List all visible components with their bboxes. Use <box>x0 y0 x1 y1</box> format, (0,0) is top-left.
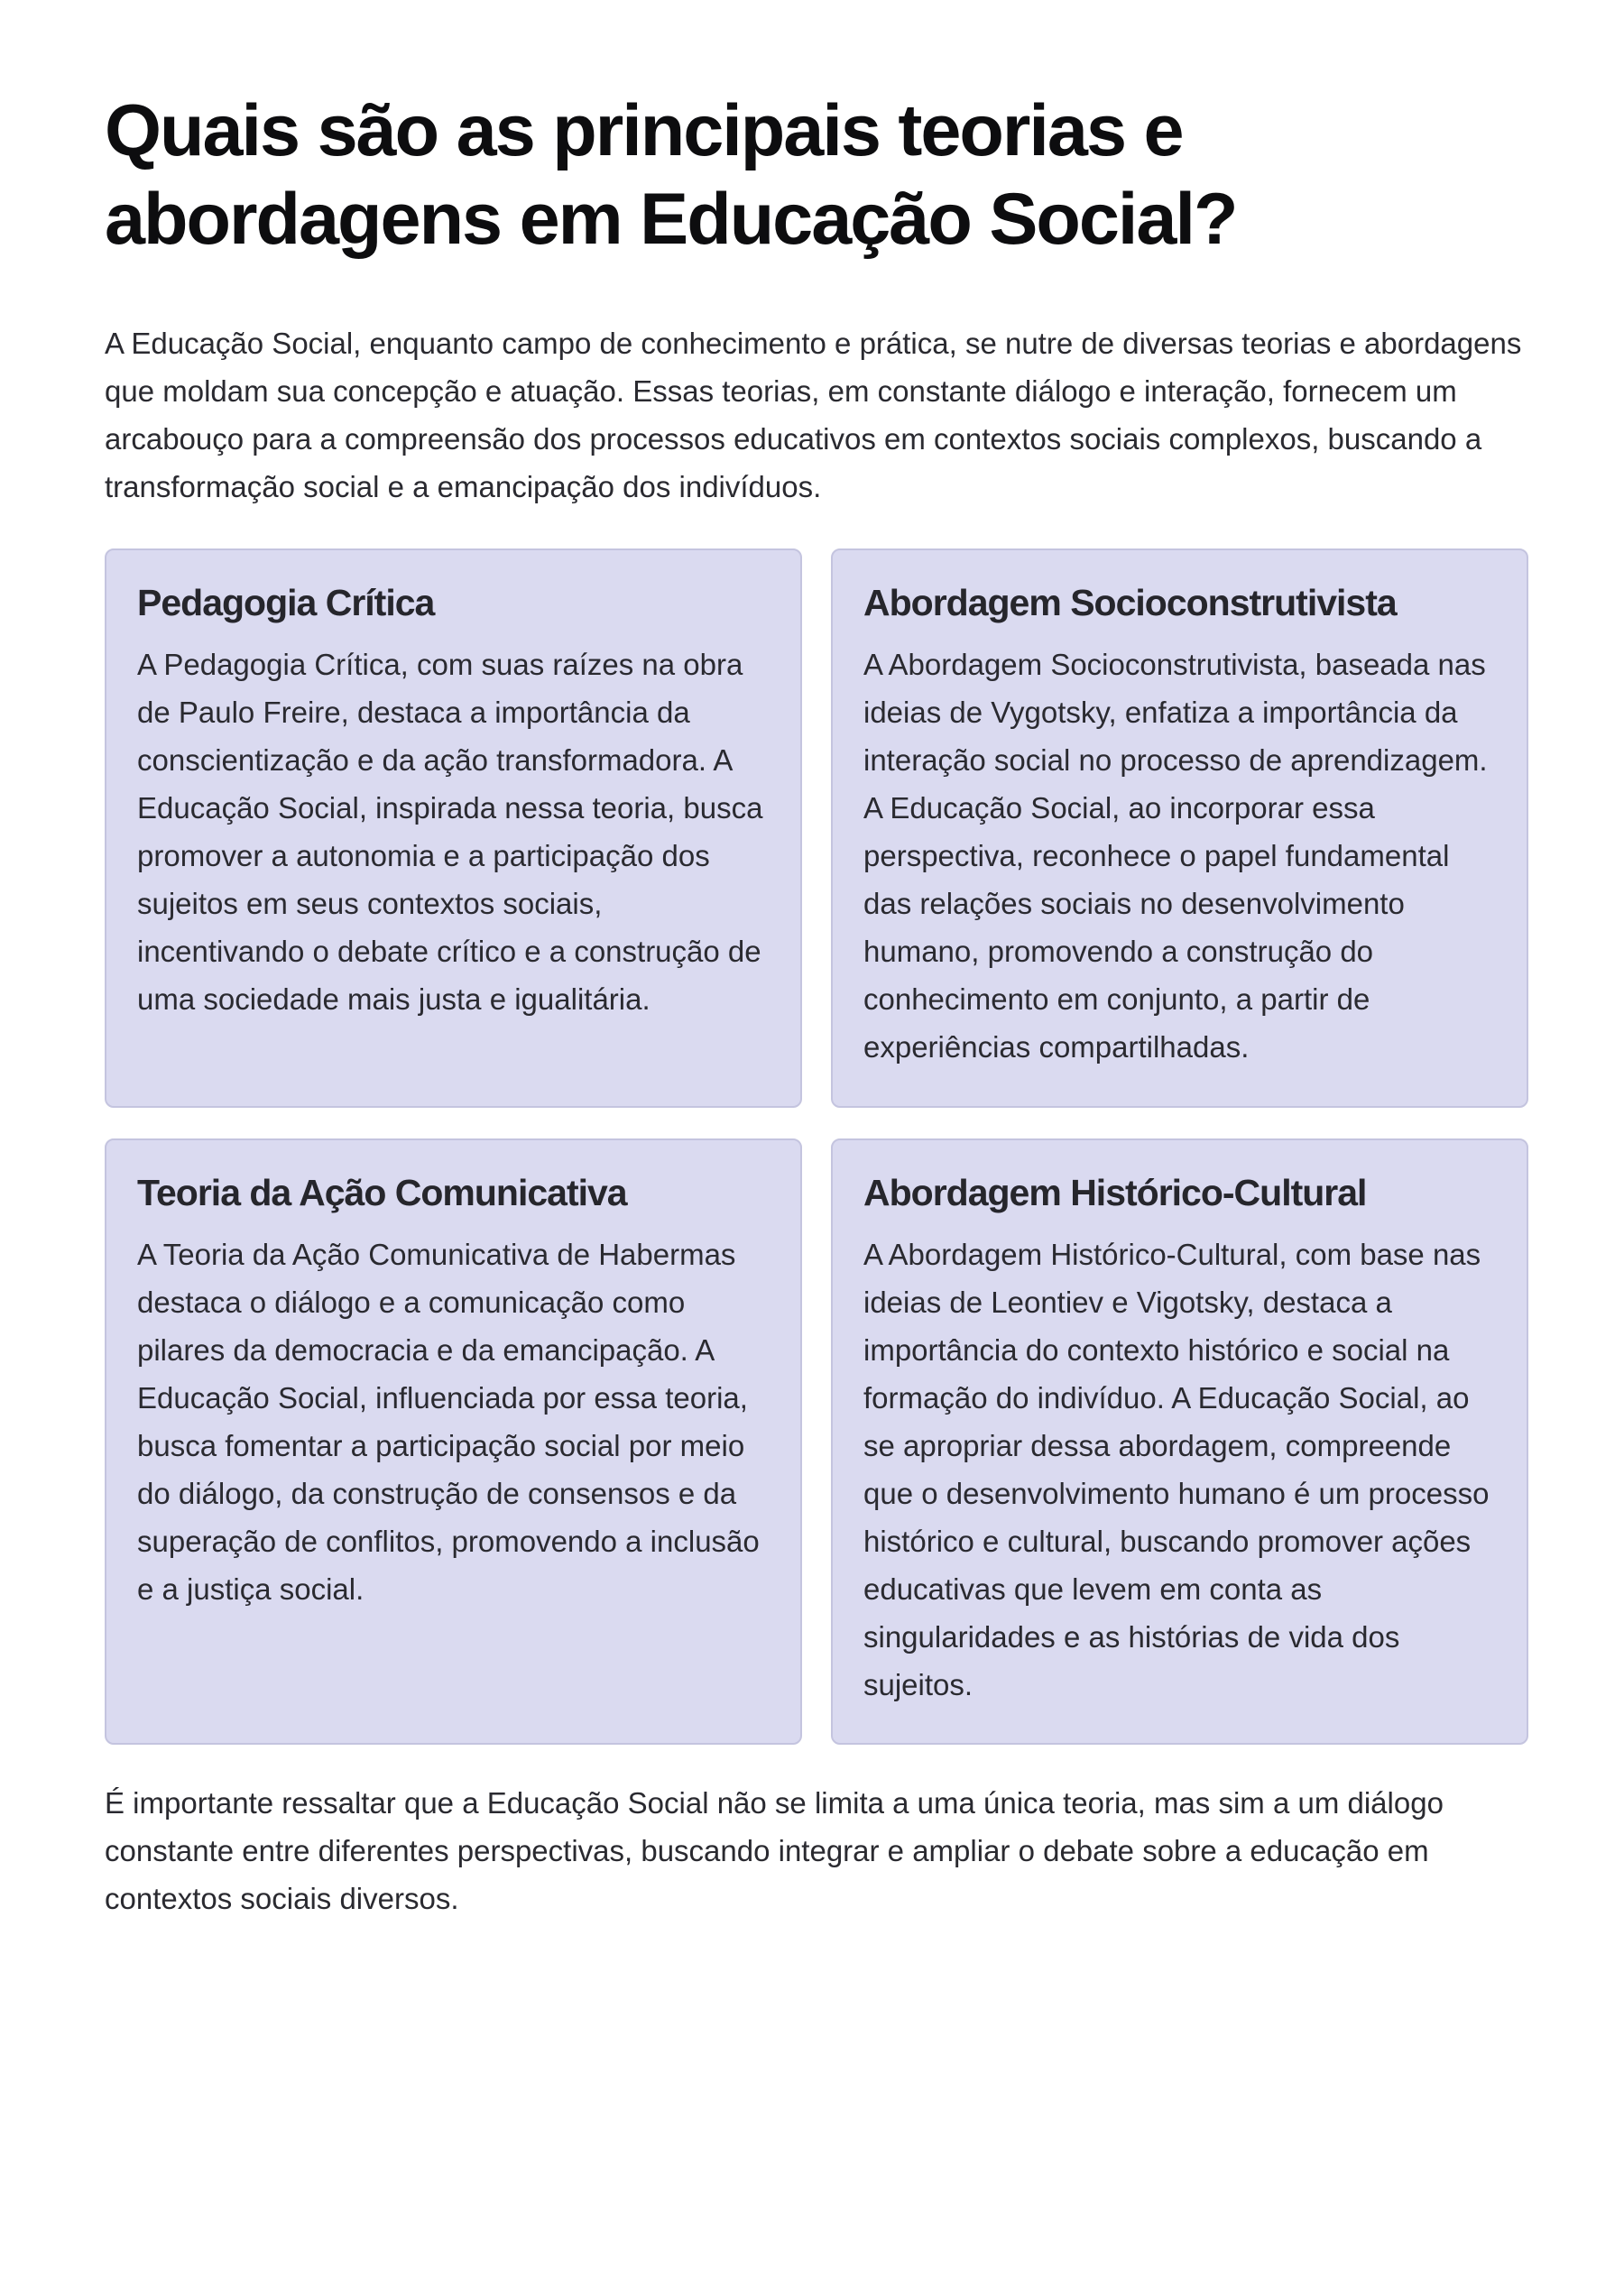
theories-grid <box>105 548 1528 1745</box>
card-title: Teoria da Ação Comunicativa <box>137 1172 627 1213</box>
card-text: A Abordagem Socioconstrutivista, baseada nas ideias de Vygotsky, enfatiza a importância da interação social no processo de aprendizagem. A Educação Social, ao incorporar essa perspectiva, reconhece o papel fundamental das relações sociais no desenvolvimento humano, promovendo a construção do conhecimento em conjunto, a partir de experiências compartilhadas. <box>863 648 1488 1064</box>
closing-paragraph: É importante ressaltar que a Educação Social não se limita a uma única teoria, mas sim a um diálogo constante entre diferentes perspectivas, buscando integrar e ampliar o debate sobre a educação em contextos sociais diversos. <box>105 1786 1444 1915</box>
card-text: A Teoria da Ação Comunicativa de Habermas destaca o diálogo e a comunicação como pilares da democracia e da emancipação. A Educação Social, influenciada por essa teoria, busca fomentar a participação social por meio do diálogo, da construção de consensos e da superação de conflitos, promovendo a inclusão e a justiça social. <box>137 1238 760 1606</box>
card-title: Abordagem Histórico-Cultural <box>863 1172 1367 1213</box>
intro-paragraph: A Educação Social, enquanto campo de conhecimento e prática, se nutre de diversas teorias e abordagens que moldam sua concepção e atuação. Essas teorias, em constante diálogo e interação, fornecem um arcabouço para a compreensão dos processos educativos em contextos sociais complexos, buscando a transformação social e a emancipação dos indivíduos. <box>105 327 1522 503</box>
card-text: A Abordagem Histórico-Cultural, com base nas ideias de Leontiev e Vigotsky, destaca a importância do contexto histórico e social na formação do indivíduo. A Educação Social, ao se apropriar dessa abordagem, compreende que o desenvolvimento humano é um processo histórico e cultural, buscando promover ações educativas que levem em conta as singularidades e as histórias de vida dos sujeitos. <box>863 1238 1490 1701</box>
card-pedagogia-critica <box>105 548 802 1108</box>
card-title: Pedagogia Crítica <box>137 582 435 623</box>
card-abordagem-historico-cultural <box>831 1138 1528 1745</box>
document-page <box>105 87 1528 1922</box>
card-title: Abordagem Socioconstrutivista <box>863 582 1397 623</box>
page-title: Quais são as principais teorias e abordagens em Educação Social? <box>105 90 1237 260</box>
card-text: A Pedagogia Crítica, com suas raízes na obra de Paulo Freire, destaca a importância da conscientização e da ação transformadora. A Educação Social, inspirada nessa teoria, busca promover a autonomia e a participação dos sujeitos em seus contextos sociais, incentivando o debate crítico e a construção de uma sociedade mais justa e igualitária. <box>137 648 763 1016</box>
card-teoria-acao-comunicativa <box>105 1138 802 1745</box>
card-abordagem-socioconstrutivista <box>831 548 1528 1108</box>
